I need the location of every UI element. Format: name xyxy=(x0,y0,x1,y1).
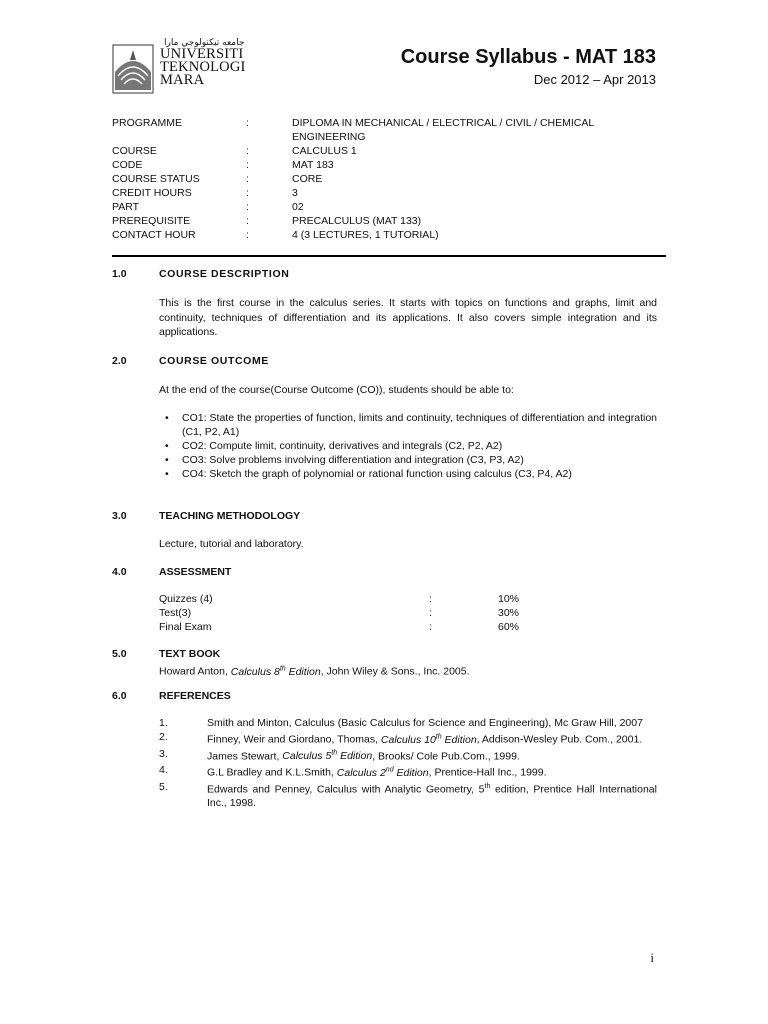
info-value: 4 (3 LECTURES, 1 TUTORIAL) xyxy=(292,229,439,241)
info-colon: : xyxy=(246,117,249,129)
reference-item xyxy=(159,763,657,780)
reference-author: Edwards and Penney, Calculus with Analytic Geometry, 5 xyxy=(207,783,485,795)
assessment-weight: 10% xyxy=(497,593,519,605)
section-title: REFERENCES xyxy=(159,690,231,702)
course-info-table xyxy=(112,116,657,242)
assessment-colon: : xyxy=(429,621,432,633)
reference-publisher: , Brooks/ Cole Pub.Com., 1999. xyxy=(372,750,520,762)
assessment-row xyxy=(159,620,657,634)
section-number: 1.0 xyxy=(112,268,127,280)
info-key: CONTACT HOUR xyxy=(112,229,196,241)
info-value: 02 xyxy=(292,201,304,213)
reference-edition: Edition xyxy=(441,733,477,746)
assessment-weight: 30% xyxy=(497,607,519,619)
section-course-description xyxy=(112,267,657,340)
reference-title xyxy=(282,750,372,762)
reference-author: James Stewart, xyxy=(207,750,283,762)
info-row xyxy=(112,200,657,214)
section-heading xyxy=(112,565,657,579)
outcome-list xyxy=(159,411,657,481)
reference-title-text: Calculus 10 xyxy=(380,733,436,746)
reference-number: 2. xyxy=(159,731,168,743)
reference-publisher: , Addison-Wesley Pub. Com., 2001. xyxy=(476,733,643,746)
section-heading xyxy=(112,509,657,523)
info-value: CALCULUS 1 xyxy=(292,145,357,157)
reference-title-sup: th xyxy=(435,733,442,740)
reference-sup: th xyxy=(484,782,491,790)
info-value: 3 xyxy=(292,187,298,199)
info-row xyxy=(112,158,657,172)
info-colon: : xyxy=(246,215,249,227)
reference-title xyxy=(381,734,477,746)
reference-author: Finney, Weir and Giordano, Thomas, xyxy=(207,733,381,746)
section-heading xyxy=(112,267,657,281)
info-value: DIPLOMA IN MECHANICAL / ELECTRICAL / CIVIL / CHEMICAL ENGINEERING xyxy=(292,117,594,143)
reference-number: 3. xyxy=(159,747,168,760)
info-value: PRECALCULUS (MAT 133) xyxy=(292,215,422,227)
info-row xyxy=(112,186,657,200)
reference-number: 5. xyxy=(159,780,168,793)
uitm-emblem-icon xyxy=(112,44,154,94)
reference-publisher: edition, Prentice Hall International Inc., 1998. xyxy=(207,783,657,809)
info-colon: : xyxy=(246,187,249,199)
info-colon: : xyxy=(246,159,249,171)
info-key: PROGRAMME xyxy=(112,117,183,129)
section-number: 2.0 xyxy=(112,355,127,367)
info-row xyxy=(112,228,657,242)
section-course-outcome xyxy=(112,354,657,481)
reference-text xyxy=(207,730,657,747)
assessment-table xyxy=(112,592,657,634)
reference-title-sup: th xyxy=(331,749,338,757)
textbook-publisher: , John Wiley & Sons., Inc. 2005. xyxy=(320,665,470,678)
section-text: This is the first course in the calculus series. It starts with topics on functions and graphs, limit and continuity, techniques of differentiation and its applications. It also covers simple integration and its applications. xyxy=(159,297,657,338)
assessment-colon: : xyxy=(429,607,432,619)
reference-edition: Edition xyxy=(337,750,373,762)
reference-text xyxy=(207,780,657,811)
reference-item xyxy=(159,716,657,730)
info-row xyxy=(112,144,657,158)
university-logo xyxy=(112,40,262,96)
info-key: COURSE STATUS xyxy=(112,173,200,185)
reference-author: G.L Bradley and K.L.Smith, xyxy=(207,766,337,779)
section-teaching-methodology xyxy=(112,509,657,552)
reference-text: Smith and Minton, Calculus (Basic Calculus for Science and Engineering), Mc Graw Hill, 2007 xyxy=(207,717,643,729)
info-row xyxy=(112,172,657,186)
info-key: CODE xyxy=(112,159,143,171)
section-heading xyxy=(112,689,657,703)
section-title: TEACHING METHODOLOGY xyxy=(159,510,301,522)
section-title: ASSESSMENT xyxy=(159,566,232,578)
textbook-author: Howard Anton, xyxy=(159,665,231,678)
reference-title-text: Calculus 5 xyxy=(282,750,332,762)
section-number: 3.0 xyxy=(112,510,127,522)
section-number: 6.0 xyxy=(112,690,127,702)
section-title: COURSE OUTCOME xyxy=(159,355,269,367)
info-row xyxy=(112,116,657,144)
reference-text xyxy=(207,747,657,764)
semester-dates: Dec 2012 – Apr 2013 xyxy=(533,72,656,87)
textbook-title-sup: th xyxy=(279,665,286,672)
list-item: • CO1: State the properties of function, limits and continuity, techniques of differentiation and integration (C1, P2, A1) xyxy=(159,411,657,439)
reference-item xyxy=(159,730,657,747)
reference-edition: Edition xyxy=(393,766,429,779)
info-key: PART xyxy=(112,201,140,213)
page-number: i xyxy=(650,950,654,965)
info-key: CREDIT HOURS xyxy=(112,187,192,199)
section-intro: At the end of the course(Course Outcome (CO)), students should be able to: xyxy=(159,384,514,396)
section-text-book xyxy=(112,647,657,679)
section-heading xyxy=(112,647,657,661)
reference-list xyxy=(112,716,657,810)
assessment-label: Final Exam xyxy=(159,621,212,633)
section-text: Lecture, tutorial and laboratory. xyxy=(159,538,304,550)
info-value: MAT 183 xyxy=(292,159,334,171)
info-colon: : xyxy=(246,229,249,241)
section-assessment xyxy=(112,565,657,634)
textbook-title-text: Calculus 8 xyxy=(230,665,280,678)
info-row xyxy=(112,214,657,228)
reference-publisher: , Prentice-Hall Inc., 1999. xyxy=(428,766,547,779)
section-number: 4.0 xyxy=(112,566,127,578)
reference-text xyxy=(207,763,657,780)
reference-title-sup: nd xyxy=(385,766,394,773)
reference-item xyxy=(159,780,657,811)
info-key: PREREQUISITE xyxy=(112,215,191,227)
list-item: • CO3: Solve problems involving differentiation and integration (C3, P3, A2) xyxy=(159,453,657,467)
assessment-colon: : xyxy=(429,593,432,605)
reference-title-text: Calculus 2 xyxy=(336,766,386,779)
assessment-label: Quizzes (4) xyxy=(159,593,213,605)
textbook-citation xyxy=(159,662,657,679)
assessment-row xyxy=(159,606,657,620)
section-heading xyxy=(112,354,657,368)
reference-item xyxy=(159,747,657,764)
textbook-edition: Edition xyxy=(285,665,321,678)
assessment-row xyxy=(159,592,657,606)
info-colon: : xyxy=(246,173,249,185)
logo-line: UNIVERSITI xyxy=(160,46,244,62)
reference-number: 1. xyxy=(159,717,168,729)
page-title: Course Syllabus - MAT 183 xyxy=(400,46,656,68)
assessment-label: Test(3) xyxy=(159,607,192,619)
list-item: • CO2: Compute limit, continuity, derivatives and integrals (C2, P2, A2) xyxy=(159,439,657,453)
info-colon: : xyxy=(246,145,249,157)
section-title: TEXT BOOK xyxy=(159,648,221,660)
divider xyxy=(112,255,666,257)
info-value: CORE xyxy=(292,173,323,185)
reference-title xyxy=(337,767,429,779)
logo-script-line: ﺟﺎﻣﻌﻪ ﺗﻴﻜﻨﻮﻟﻮﺟﻲ ﻣﺎرا xyxy=(164,38,245,48)
textbook-title xyxy=(231,666,321,678)
section-references xyxy=(112,689,657,810)
logo-line: MARA xyxy=(160,72,205,88)
logo-line: TEKNOLOGI xyxy=(160,59,246,75)
section-title: COURSE DESCRIPTION xyxy=(159,268,290,280)
info-key: COURSE xyxy=(112,145,157,157)
info-colon: : xyxy=(246,201,249,213)
section-number: 5.0 xyxy=(112,648,127,660)
reference-number: 4. xyxy=(159,764,168,776)
assessment-weight: 60% xyxy=(497,621,519,633)
list-item: • CO4: Sketch the graph of polynomial or rational function using calculus (C3, P4, A2) xyxy=(159,467,657,481)
logo-wordmark xyxy=(160,48,246,87)
